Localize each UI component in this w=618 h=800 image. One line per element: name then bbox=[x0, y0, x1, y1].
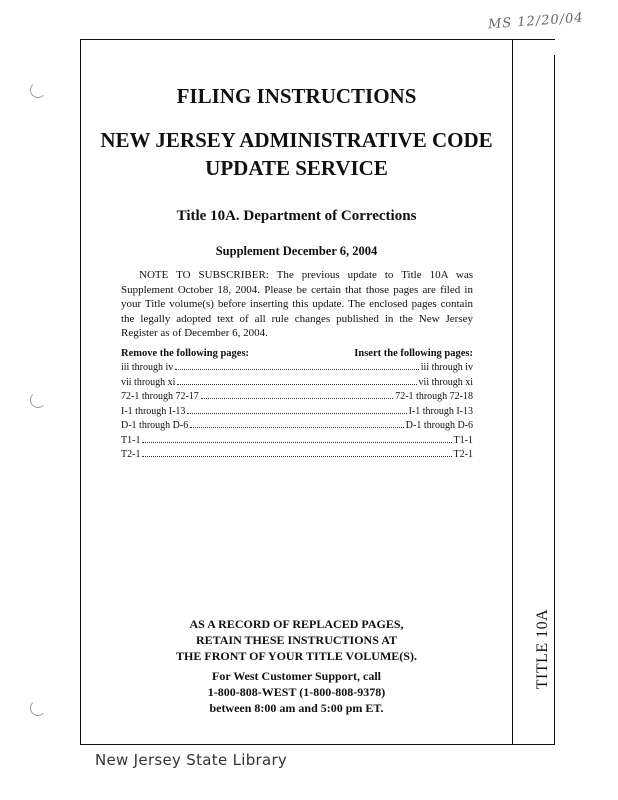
table-row bbox=[121, 435, 473, 450]
insert-cell: I-1 through I-13 bbox=[408, 405, 473, 417]
record-line: AS A RECORD OF REPLACED PAGES, bbox=[189, 617, 404, 631]
insert-cell: T1-1 bbox=[453, 434, 473, 446]
punch-hole-mark bbox=[30, 82, 46, 98]
subheading-line: NEW JERSEY ADMINISTRATIVE CODE bbox=[100, 128, 493, 152]
leader-dots bbox=[175, 369, 419, 370]
record-notice bbox=[80, 616, 513, 664]
subheading bbox=[80, 126, 513, 182]
page-title: FILING INSTRUCTIONS bbox=[176, 84, 417, 108]
insert-cell: vii through xi bbox=[418, 376, 473, 388]
subscriber-note: NOTE TO SUBSCRIBER: The previous update to Title 10A was Supplement October 18, 2004. Please be certain that those pages are filed in your Title volume(s) before inserting this update. The enclosed pages contain the legally adopted text of all rule changes published in the New Jersey Register as of December 6, 2004. bbox=[121, 269, 473, 339]
remove-cell: T1-1 bbox=[121, 434, 141, 446]
remove-header: Remove the following pages: bbox=[121, 348, 250, 359]
table-row bbox=[121, 449, 473, 464]
insert-cell: 72-1 through 72-18 bbox=[395, 391, 473, 402]
insert-cell: T2-1 bbox=[453, 449, 473, 460]
leader-dots bbox=[187, 413, 406, 414]
table-row bbox=[121, 391, 473, 406]
record-line: RETAIN THESE INSTRUCTIONS AT bbox=[195, 633, 398, 647]
side-title-label: TITLE 10A bbox=[534, 608, 551, 690]
support-phone: 1-800-808-WEST (1-800-808-9378) bbox=[207, 685, 386, 699]
support-notice bbox=[80, 668, 513, 716]
page-table bbox=[121, 362, 473, 464]
punch-hole-mark bbox=[30, 700, 46, 716]
leader-dots bbox=[142, 456, 451, 457]
leader-dots bbox=[177, 384, 416, 385]
remove-cell: 72-1 through 72-17 bbox=[121, 391, 199, 402]
leader-dots bbox=[201, 398, 393, 399]
table-row bbox=[121, 377, 473, 392]
table-row bbox=[121, 420, 473, 435]
table-row bbox=[121, 362, 473, 377]
remove-cell: vii through xi bbox=[121, 376, 176, 388]
title-heading: Title 10A. Department of Corrections bbox=[176, 208, 417, 224]
insert-cell: D-1 through D-6 bbox=[405, 420, 473, 431]
punch-hole-mark bbox=[30, 392, 46, 408]
handwritten-initials: MS 12/20/04 bbox=[487, 10, 585, 33]
support-line: For West Customer Support, call bbox=[211, 669, 381, 683]
leader-dots bbox=[190, 427, 404, 428]
table-row bbox=[121, 406, 473, 421]
table-header bbox=[121, 348, 473, 359]
remove-cell: D-1 through D-6 bbox=[121, 420, 189, 431]
frame-top-rule bbox=[513, 39, 555, 40]
record-line: THE FRONT OF YOUR TITLE VOLUME(S). bbox=[176, 649, 417, 663]
insert-cell: iii through iv bbox=[420, 362, 473, 373]
remove-cell: I-1 through I-13 bbox=[121, 405, 186, 417]
remove-cell: iii through iv bbox=[121, 362, 174, 373]
remove-cell: T2-1 bbox=[121, 449, 141, 460]
supplement-date: Supplement December 6, 2004 bbox=[215, 244, 378, 258]
subheading-line: UPDATE SERVICE bbox=[205, 156, 388, 180]
library-stamp: New Jersey State Library bbox=[95, 751, 288, 769]
insert-header: Insert the following pages: bbox=[354, 348, 473, 359]
leader-dots bbox=[142, 442, 451, 443]
support-hours: between 8:00 am and 5:00 pm ET. bbox=[209, 701, 384, 715]
